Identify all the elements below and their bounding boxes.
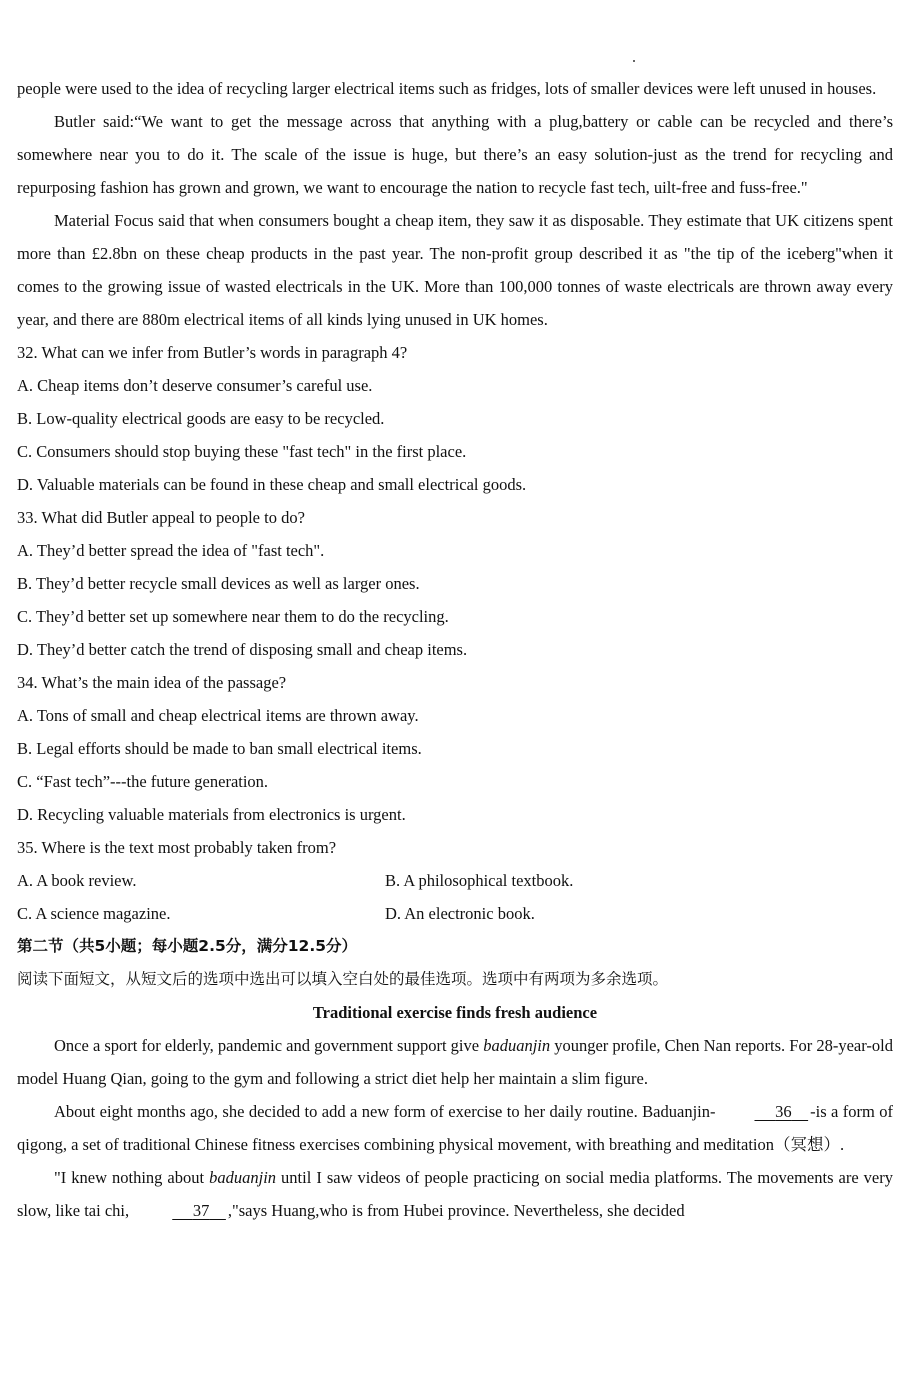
text-run: About eight months ago, she decided to add a new form of exercise to her daily routine. Baduanjin- <box>54 1102 716 1121</box>
text-run: younger profile, Chen Nan reports. For 28-year-old model Huang Qian, going to the gym and following a strict diet help her maintain a slim figure. <box>17 1036 893 1088</box>
term-baduanjin: baduanjin <box>483 1036 551 1055</box>
text-run: "I knew nothing about <box>54 1168 210 1187</box>
option-a: A. They’d better spread the idea of "fast tech". <box>17 541 325 560</box>
question-stem: 32. What can we infer from Butler’s words in paragraph 4? <box>17 343 408 362</box>
option-d: D. Recycling valuable materials from electronics is urgent. <box>17 805 406 824</box>
option-row <box>17 897 893 930</box>
text-run: until I saw videos of people practicing on social media platforms. The movements are very slow, like tai chi, <box>17 1168 893 1220</box>
passage-paragraph-routine <box>17 1095 893 1161</box>
passage-paragraph-huang-quote <box>17 1161 893 1227</box>
blank-36 <box>715 1095 810 1128</box>
passage-paragraph-intro <box>17 1029 893 1095</box>
passage-title: Traditional exercise finds fresh audience <box>312 1003 598 1022</box>
question-stem: 34. What’s the main idea of the passage? <box>17 673 287 692</box>
option-b: B. Low-quality electrical goods are easy to be recycled. <box>17 409 385 428</box>
question-33 <box>17 501 893 666</box>
question-stem: 35. Where is the text most probably taken from? <box>17 838 337 857</box>
option-d: D. Valuable materials can be found in these cheap and small electrical goods. <box>17 475 527 494</box>
passage-paragraph-continued: people were used to the idea of recycling larger electrical items such as fridges, lots of smaller devices were left unused in houses. <box>17 79 877 98</box>
option-c: C. They’d better set up somewhere near them to do the recycling. <box>17 607 449 626</box>
text-run: -is a form of qigong, a set of traditional Chinese fitness exercises combining physical movement, with breathing and meditation（冥想）. <box>17 1102 893 1154</box>
blank-37 <box>133 1194 228 1227</box>
exam-page <box>17 72 893 1227</box>
blank-number: 36 <box>775 1102 792 1121</box>
passage-paragraph-butler-quote: Butler said:“We want to get the message across that anything with a plug,battery or cable can be recycled and there’s somewhere near you to do it. The scale of the issue is huge, but there’s an easy solution-just as the trend for recycling and repurposing fashion has grown and grown, we want to encourage the nation to recycle fast tech, uilt-free and fuss-free." <box>17 112 893 197</box>
question-35 <box>17 831 893 930</box>
blank-number: 37 <box>192 1201 210 1220</box>
option-d: D. They’d better catch the trend of disposing small and cheap items. <box>17 640 468 659</box>
option-b: B. Legal efforts should be made to ban small electrical items. <box>17 739 422 758</box>
scan-speck <box>633 60 635 62</box>
question-32 <box>17 336 893 501</box>
text-run: Once a sport for elderly, pandemic and government support give <box>54 1036 484 1055</box>
passage-paragraph-material-focus: Material Focus said that when consumers bought a cheap item, they saw it as disposable. They estimate that UK citizens spent more than £2.8bn on these cheap products in the past year. The non-profit group described it as "the tip of the iceberg"when it comes to the growing issue of wasted electricals in the UK. More than 100,000 tonnes of waste electricals are thrown away every year, and there are 880m electrical items of all kinds lying unused in UK homes. <box>17 211 893 329</box>
option-d: D. An electronic book. <box>385 904 535 923</box>
section-heading: 第二节（共5小题；每小题2.5分，满分12.5分） <box>17 937 357 955</box>
question-34 <box>17 666 893 831</box>
text-run: ,"says Huang,who is from Hubei province. Nevertheless, she decided <box>227 1201 685 1220</box>
option-c: C. A science magazine. <box>17 904 171 923</box>
option-a: A. Cheap items don’t deserve consumer’s careful use. <box>17 376 373 395</box>
option-b: B. They’d better recycle small devices as well as larger ones. <box>17 574 420 593</box>
option-c: C. “Fast tech”---the future generation. <box>17 772 269 791</box>
option-row <box>17 864 893 897</box>
section-instruction: 阅读下面短文，从短文后的选项中选出可以填入空白处的最佳选项。选项中有两项为多余选项。 <box>17 970 669 988</box>
option-a: A. A book review. <box>17 871 137 890</box>
term-baduanjin: baduanjin <box>209 1168 277 1187</box>
option-a: A. Tons of small and cheap electrical items are thrown away. <box>17 706 419 725</box>
option-b: B. A philosophical textbook. <box>385 871 574 890</box>
option-c: C. Consumers should stop buying these "fast tech" in the first place. <box>17 442 467 461</box>
question-stem: 33. What did Butler appeal to people to do? <box>17 508 305 527</box>
